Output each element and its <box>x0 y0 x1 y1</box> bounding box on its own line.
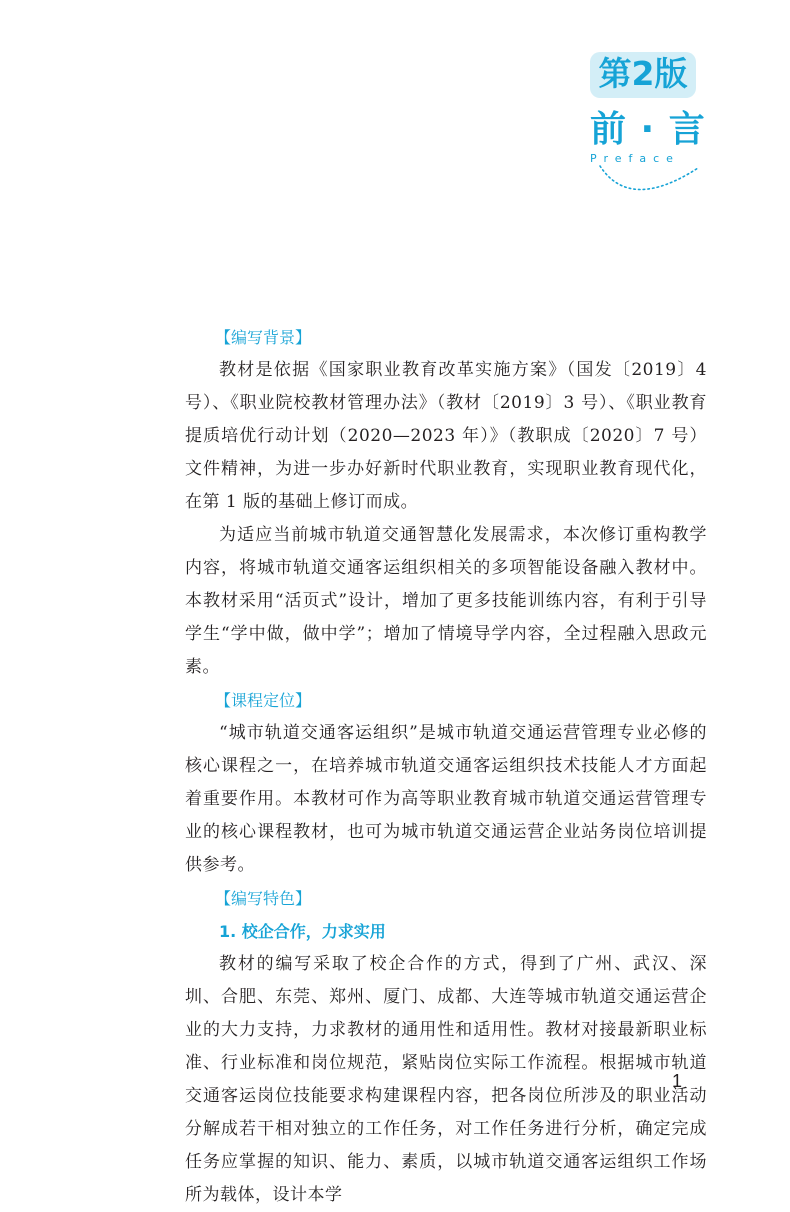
page-number: 1 <box>672 1071 683 1091</box>
page-title: 前 · 言 <box>590 109 706 150</box>
feature-title: 1. 校企合作，力求实用 <box>219 922 386 941</box>
paragraph: 教材的编写采取了校企合作的方式，得到了广州、武汉、深圳、合肥、东莞、郑州、厦门、成都、大连等城市轨道交通运营企业的大力支持，力求教材的通用性和适用性。教材对接最新职业标准、行业标准和岗位规范，紧贴岗位实际工作流程。根据城市轨道交通客运岗位技能要求构建课程内容，把各岗位所涉及的职业活动分解成若干相对独立的工作任务，对工作任务进行分析，确定完成任务应掌握的知识、能力、素质，以城市轨道交通客运组织工作场所为载体，设计本学 <box>185 954 707 1205</box>
section-heading-positioning: 【课程定位】 <box>215 691 312 710</box>
section-heading-features: 【编写特色】 <box>215 889 312 908</box>
preface-body <box>185 321 707 1212</box>
edition-label: 第2版 <box>598 54 688 93</box>
paragraph: 教材是依据《国家职业教育改革实施方案》（国发〔2019〕4 号）、《职业院校教材管理办法》（教材〔2019〕3 号）、《职业教育提质培优行动计划（2020—2023 年）》（教职成〔2020〕7 号）文件精神，为进一步办好新时代职业教育，实现职业教育现代化，在第 1 版的基础上修订而成。 <box>185 360 707 512</box>
paragraph: 为适应当前城市轨道交通智慧化发展需求，本次修订重构教学内容，将城市轨道交通客运组织相关的多项智能设备融入教材中。本教材采用“活页式”设计，增加了更多技能训练内容，有利于引导学生“学中做，做中学”；增加了情境导学内容，全过程融入思政元素。 <box>185 525 707 677</box>
section-heading-background: 【编写背景】 <box>215 328 312 347</box>
paragraph: “城市轨道交通客运组织”是城市轨道交通运营管理专业必修的核心课程之一，在培养城市轨道交通客运组织技术技能人才方面起着重要作用。本教材可作为高等职业教育城市轨道交通运营管理专业的核心课程教材，也可为城市轨道交通运营企业站务岗位培训提供参考。 <box>185 723 707 875</box>
dotted-arc-decoration <box>580 150 710 215</box>
page-title-english: Preface <box>590 152 680 165</box>
